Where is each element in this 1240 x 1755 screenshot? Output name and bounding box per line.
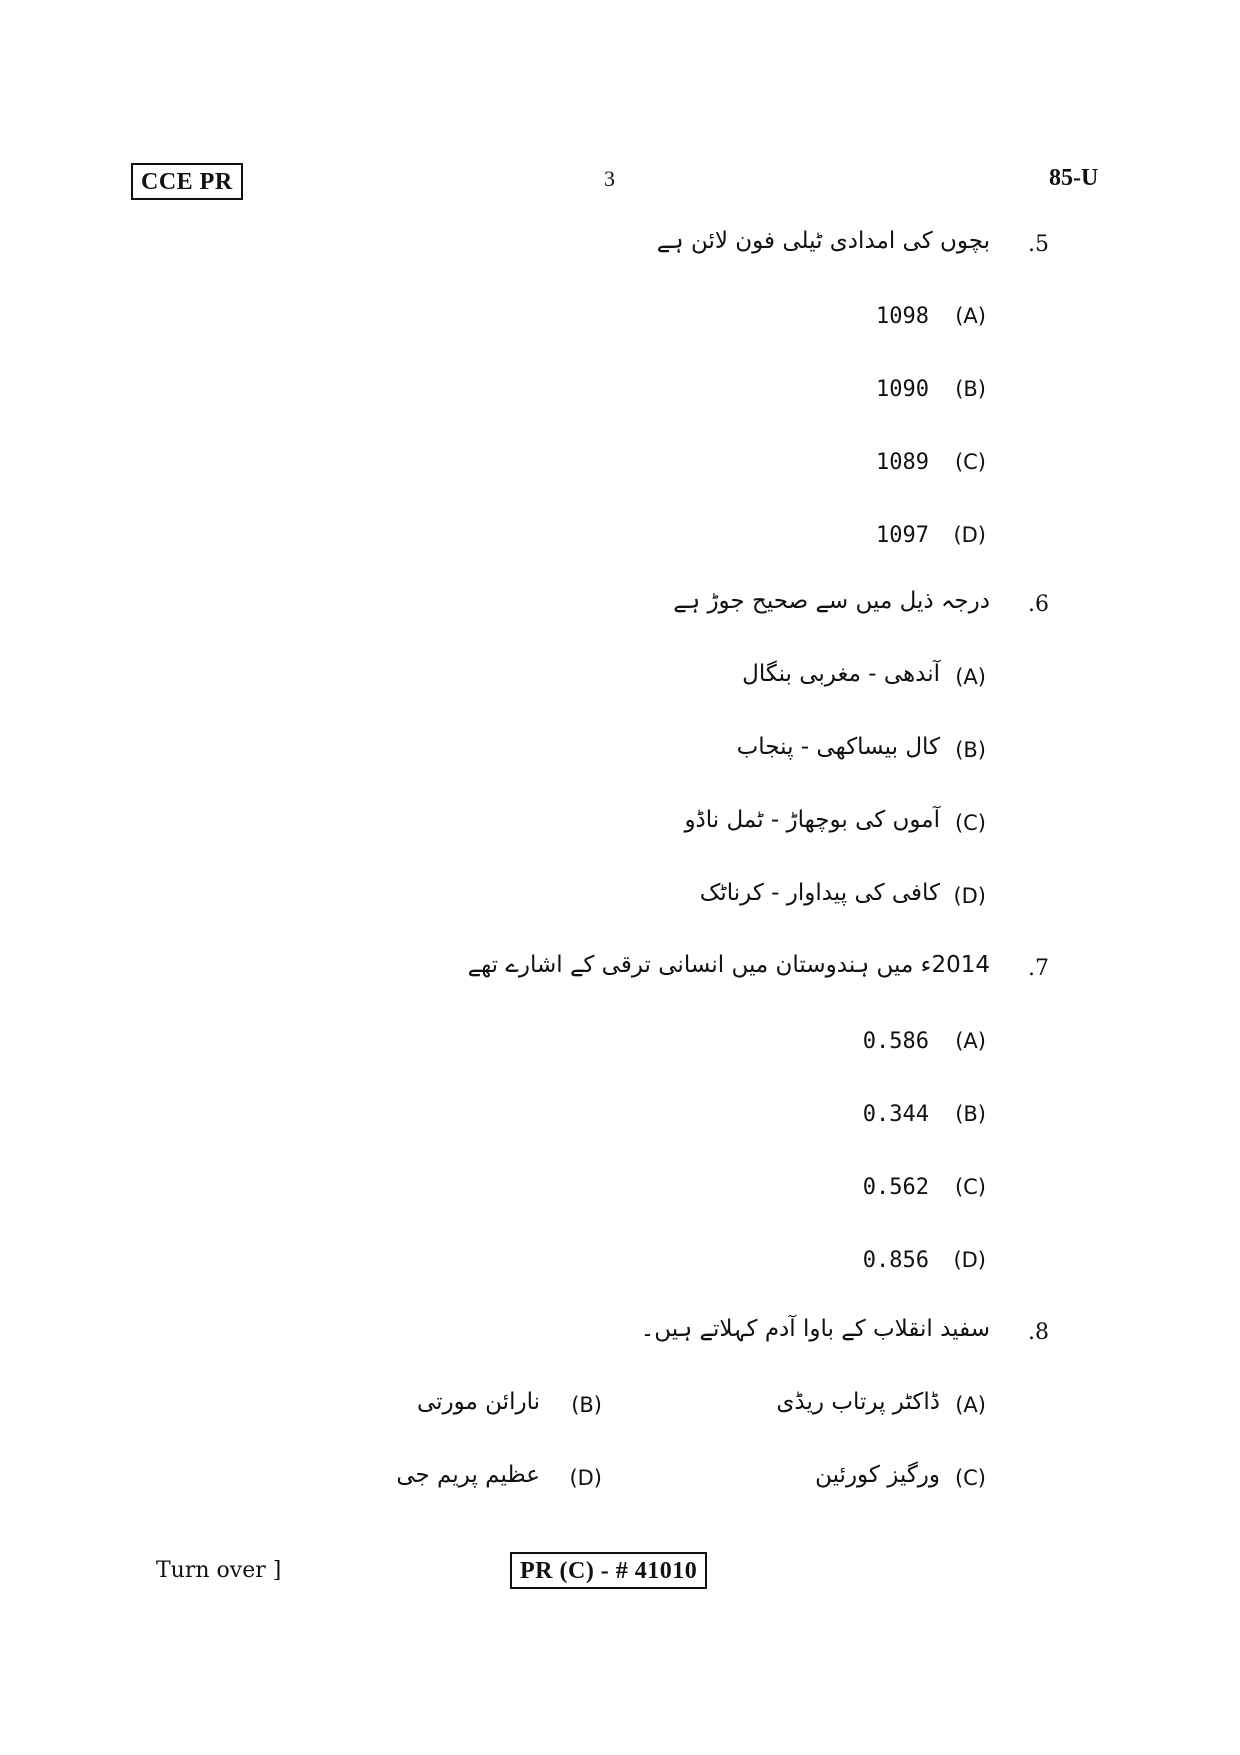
exam-code-box: CCE PR	[131, 163, 243, 200]
option-value: 0.344	[862, 1102, 929, 1127]
option-value: 1097	[876, 523, 929, 548]
question-text: سفید انقلاب کے باوا آدم کہلاتے ہیں۔	[640, 1316, 990, 1342]
option-label: (B)	[571, 1393, 602, 1417]
option-label: (C)	[954, 1466, 986, 1490]
option-text: ورگیز کورئین	[815, 1462, 940, 1488]
option-text: ڈاکٹر پرتاب ریڈی	[776, 1389, 940, 1415]
option-label: (A)	[955, 304, 986, 328]
option-text: نارائن مورتی	[416, 1389, 540, 1415]
paper-code-box: PR (C) - # 41010	[510, 1552, 707, 1589]
option-text: آندھی - مغربی بنگال	[742, 661, 940, 687]
page-number: 3	[604, 166, 615, 191]
option-label: (A)	[955, 665, 986, 689]
option-value: 0.856	[862, 1248, 929, 1273]
turn-over-text: Turn over ]	[156, 1558, 282, 1583]
option-value: 0.586	[862, 1029, 929, 1054]
option-text: کال بیساکھی - پنجاب	[736, 734, 940, 760]
option-value: 1089	[876, 450, 929, 475]
option-text: عظیم پریم جی	[396, 1462, 540, 1488]
question-text: 2014ء میں ہندوستان میں انسانی ترقی کے اشارے تھے	[467, 952, 990, 978]
option-label: (D)	[953, 884, 986, 908]
option-text: کافی کی پیداوار - کرناٹک	[699, 880, 940, 906]
question-number: .8	[1028, 1320, 1049, 1345]
option-label: (C)	[954, 811, 986, 835]
question-number: .5	[1028, 232, 1049, 257]
option-label: (A)	[955, 1393, 986, 1417]
option-value: 1098	[876, 304, 929, 329]
option-value: 0.562	[862, 1175, 929, 1200]
question-text: بچوں کی امدادی ٹیلی فون لائن ہے	[656, 228, 990, 254]
option-label: (B)	[955, 1102, 986, 1126]
question-text: درجہ ذیل میں سے صحیح جوڑ ہے	[673, 588, 990, 614]
option-label: (D)	[953, 1248, 986, 1272]
question-number: .6	[1028, 592, 1049, 617]
option-label: (C)	[954, 450, 986, 474]
option-label: (B)	[955, 738, 986, 762]
option-label: (C)	[954, 1175, 986, 1199]
question-number: .7	[1028, 956, 1049, 981]
option-label: (D)	[569, 1466, 602, 1490]
option-label: (B)	[955, 377, 986, 401]
option-value: 1090	[876, 377, 929, 402]
option-label: (A)	[955, 1029, 986, 1053]
paper-code: 85-U	[1049, 165, 1099, 191]
option-text: آموں کی بوچھاڑ - ٹمل ناڈو	[684, 807, 940, 833]
option-label: (D)	[953, 523, 986, 547]
